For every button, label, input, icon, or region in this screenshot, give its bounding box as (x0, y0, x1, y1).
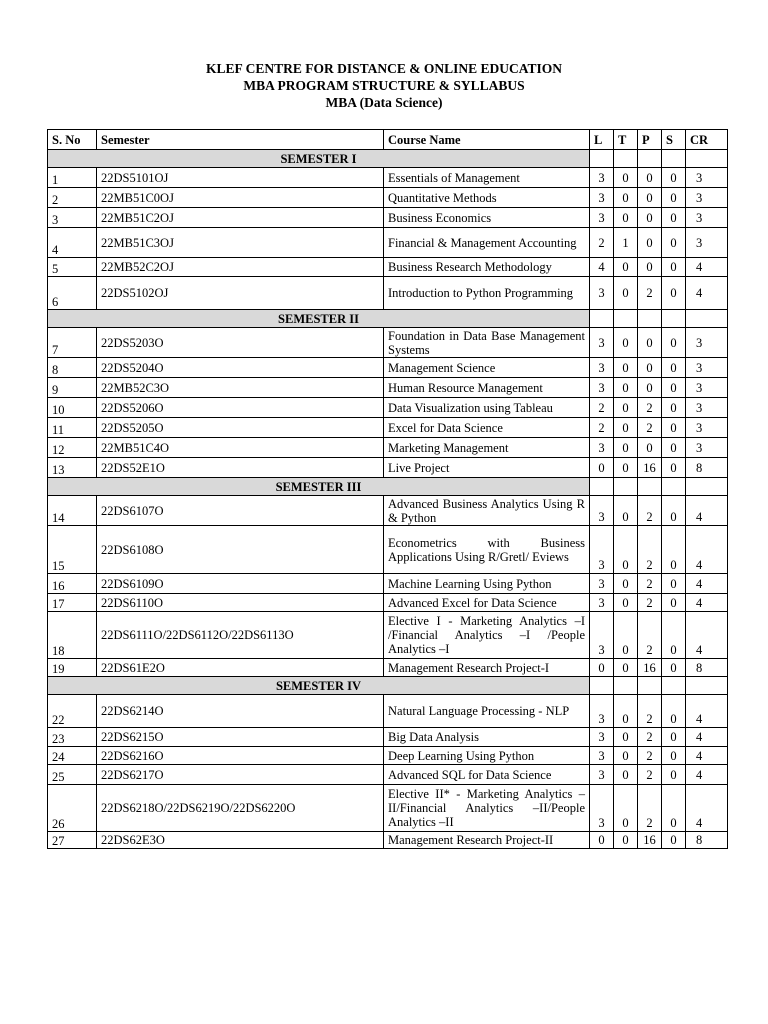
semester-title: SEMESTER II (48, 310, 590, 328)
self-study-hours: 0 (662, 328, 686, 358)
lecture-hours: 3 (590, 188, 614, 208)
self-study-hours: 0 (662, 594, 686, 612)
empty-cell (662, 677, 686, 695)
lecture-hours: 3 (590, 765, 614, 785)
tutorial-hours: 0 (614, 832, 638, 849)
self-study-hours: 0 (662, 496, 686, 526)
course-name: Quantitative Methods (384, 188, 590, 208)
course-name: Management Research Project-II (384, 832, 590, 849)
course-row (48, 728, 728, 747)
practical-hours: 2 (638, 526, 662, 574)
document-header (0, 60, 768, 111)
semester-row (48, 150, 728, 168)
self-study-hours: 0 (662, 188, 686, 208)
empty-cell (590, 150, 614, 168)
credits: 3 (686, 378, 728, 398)
course-code: 22DS6216O (97, 747, 384, 765)
tutorial-hours: 0 (614, 574, 638, 594)
lecture-hours: 3 (590, 438, 614, 458)
self-study-hours: 0 (662, 277, 686, 310)
self-study-hours: 0 (662, 378, 686, 398)
self-study-hours: 0 (662, 695, 686, 728)
course-name: Business Research Methodology (384, 258, 590, 277)
practical-hours: 2 (638, 695, 662, 728)
course-row (48, 188, 728, 208)
practical-hours: 2 (638, 785, 662, 832)
course-code: 22DS52E1O (97, 458, 384, 478)
practical-hours: 0 (638, 168, 662, 188)
course-code: 22MB51C2OJ (97, 208, 384, 228)
self-study-hours: 0 (662, 438, 686, 458)
practical-hours: 0 (638, 188, 662, 208)
empty-cell (638, 150, 662, 168)
credits: 8 (686, 659, 728, 677)
credits: 3 (686, 168, 728, 188)
lecture-hours: 3 (590, 526, 614, 574)
tutorial-hours: 0 (614, 496, 638, 526)
practical-hours: 2 (638, 418, 662, 438)
lecture-hours: 2 (590, 398, 614, 418)
credits: 3 (686, 328, 728, 358)
empty-cell (614, 478, 638, 496)
serial-number: 13 (48, 458, 97, 478)
course-name: Foundation in Data Base Management Systems (384, 328, 590, 358)
lecture-hours: 3 (590, 328, 614, 358)
serial-number: 19 (48, 659, 97, 677)
col-header-semester: Semester (97, 130, 384, 150)
credits: 8 (686, 832, 728, 849)
course-code: 22DS6111O/22DS6112O/22DS6113O (97, 612, 384, 659)
course-code: 22DS5204O (97, 358, 384, 378)
lecture-hours: 2 (590, 418, 614, 438)
course-row (48, 747, 728, 765)
serial-number: 2 (48, 188, 97, 208)
serial-number: 12 (48, 438, 97, 458)
course-row (48, 594, 728, 612)
course-name: Management Science (384, 358, 590, 378)
course-name: Econometrics with Business Applications Using R/Gretl/ Eviews (384, 526, 590, 574)
course-name: Excel for Data Science (384, 418, 590, 438)
course-row (48, 258, 728, 277)
course-code: 22MB52C3O (97, 378, 384, 398)
credits: 3 (686, 188, 728, 208)
practical-hours: 2 (638, 728, 662, 747)
course-row (48, 168, 728, 188)
course-name: Big Data Analysis (384, 728, 590, 747)
practical-hours: 0 (638, 258, 662, 277)
course-code: 22MB51C4O (97, 438, 384, 458)
self-study-hours: 0 (662, 785, 686, 832)
serial-number: 1 (48, 168, 97, 188)
credits: 4 (686, 785, 728, 832)
course-name: Introduction to Python Programming (384, 277, 590, 310)
practical-hours: 0 (638, 228, 662, 258)
serial-number: 3 (48, 208, 97, 228)
course-code: 22DS6215O (97, 728, 384, 747)
course-row (48, 659, 728, 677)
serial-number: 17 (48, 594, 97, 612)
course-code: 22DS5101OJ (97, 168, 384, 188)
course-code: 22DS5203O (97, 328, 384, 358)
col-header-s: S (662, 130, 686, 150)
course-row (48, 832, 728, 849)
lecture-hours: 0 (590, 458, 614, 478)
empty-cell (638, 310, 662, 328)
serial-number: 18 (48, 612, 97, 659)
self-study-hours: 0 (662, 659, 686, 677)
tutorial-hours: 0 (614, 438, 638, 458)
course-name: Marketing Management (384, 438, 590, 458)
credits: 4 (686, 612, 728, 659)
credits: 4 (686, 526, 728, 574)
institution-title: KLEF CENTRE FOR DISTANCE & ONLINE EDUCATION (205, 61, 563, 76)
self-study-hours: 0 (662, 574, 686, 594)
credits: 8 (686, 458, 728, 478)
lecture-hours: 3 (590, 574, 614, 594)
course-name: Human Resource Management (384, 378, 590, 398)
tutorial-hours: 0 (614, 398, 638, 418)
course-row (48, 438, 728, 458)
tutorial-hours: 0 (614, 765, 638, 785)
lecture-hours: 3 (590, 277, 614, 310)
course-row (48, 208, 728, 228)
practical-hours: 0 (638, 208, 662, 228)
serial-number: 26 (48, 785, 97, 832)
tutorial-hours: 0 (614, 594, 638, 612)
course-row (48, 785, 728, 832)
col-header-l: L (590, 130, 614, 150)
course-code: 22DS5102OJ (97, 277, 384, 310)
self-study-hours: 0 (662, 358, 686, 378)
serial-number: 22 (48, 695, 97, 728)
course-code: 22DS6218O/22DS6219O/22DS6220O (97, 785, 384, 832)
serial-number: 6 (48, 277, 97, 310)
course-name: Advanced SQL for Data Science (384, 765, 590, 785)
course-row (48, 458, 728, 478)
tutorial-hours: 0 (614, 695, 638, 728)
semester-row (48, 677, 728, 695)
practical-hours: 2 (638, 398, 662, 418)
course-name: Machine Learning Using Python (384, 574, 590, 594)
practical-hours: 2 (638, 496, 662, 526)
lecture-hours: 2 (590, 228, 614, 258)
serial-number: 8 (48, 358, 97, 378)
col-header-course-name: Course Name (384, 130, 590, 150)
course-name: Live Project (384, 458, 590, 478)
practical-hours: 2 (638, 277, 662, 310)
self-study-hours: 0 (662, 728, 686, 747)
credits: 4 (686, 496, 728, 526)
serial-number: 10 (48, 398, 97, 418)
empty-cell (662, 310, 686, 328)
serial-number: 7 (48, 328, 97, 358)
credits: 4 (686, 258, 728, 277)
credits: 3 (686, 438, 728, 458)
empty-cell (614, 150, 638, 168)
course-row (48, 496, 728, 526)
tutorial-hours: 0 (614, 358, 638, 378)
course-name: Advanced Excel for Data Science (384, 594, 590, 612)
course-name: Natural Language Processing - NLP (384, 695, 590, 728)
course-code: 22DS61E2O (97, 659, 384, 677)
semester-title: SEMESTER IV (48, 677, 590, 695)
tutorial-hours: 0 (614, 378, 638, 398)
course-code: 22DS6214O (97, 695, 384, 728)
course-code: 22DS6109O (97, 574, 384, 594)
lecture-hours: 3 (590, 747, 614, 765)
empty-cell (614, 310, 638, 328)
credits: 4 (686, 747, 728, 765)
course-name: Elective II* - Marketing Analytics –II/Financial Analytics –II/People Analytics –II (384, 785, 590, 832)
practical-hours: 2 (638, 612, 662, 659)
course-name: Business Economics (384, 208, 590, 228)
credits: 4 (686, 765, 728, 785)
self-study-hours: 0 (662, 526, 686, 574)
tutorial-hours: 1 (614, 228, 638, 258)
practical-hours: 2 (638, 574, 662, 594)
serial-number: 5 (48, 258, 97, 277)
lecture-hours: 3 (590, 785, 614, 832)
course-row (48, 574, 728, 594)
credits: 4 (686, 728, 728, 747)
course-code: 22DS6217O (97, 765, 384, 785)
tutorial-hours: 0 (614, 526, 638, 574)
tutorial-hours: 0 (614, 785, 638, 832)
tutorial-hours: 0 (614, 418, 638, 438)
tutorial-hours: 0 (614, 208, 638, 228)
lecture-hours: 4 (590, 258, 614, 277)
col-header-p: P (638, 130, 662, 150)
course-row (48, 418, 728, 438)
practical-hours: 2 (638, 765, 662, 785)
serial-number: 15 (48, 526, 97, 574)
lecture-hours: 3 (590, 358, 614, 378)
semester-title: SEMESTER III (48, 478, 590, 496)
semester-title: SEMESTER I (48, 150, 590, 168)
self-study-hours: 0 (662, 398, 686, 418)
self-study-hours: 0 (662, 765, 686, 785)
course-code: 22MB51C3OJ (97, 228, 384, 258)
self-study-hours: 0 (662, 458, 686, 478)
self-study-hours: 0 (662, 747, 686, 765)
credits: 3 (686, 418, 728, 438)
course-name: Essentials of Management (384, 168, 590, 188)
course-row (48, 612, 728, 659)
course-row (48, 765, 728, 785)
course-name: Data Visualization using Tableau (384, 398, 590, 418)
course-code: 22DS6108O (97, 526, 384, 574)
course-code: 22DS5205O (97, 418, 384, 438)
course-row (48, 378, 728, 398)
practical-hours: 0 (638, 328, 662, 358)
self-study-hours: 0 (662, 612, 686, 659)
course-code: 22MB51C0OJ (97, 188, 384, 208)
credits: 3 (686, 398, 728, 418)
course-row (48, 277, 728, 310)
course-code: 22DS62E3O (97, 832, 384, 849)
lecture-hours: 0 (590, 832, 614, 849)
tutorial-hours: 0 (614, 328, 638, 358)
lecture-hours: 3 (590, 208, 614, 228)
empty-cell (662, 478, 686, 496)
credits: 4 (686, 695, 728, 728)
tutorial-hours: 0 (614, 168, 638, 188)
practical-hours: 2 (638, 747, 662, 765)
tutorial-hours: 0 (614, 659, 638, 677)
tutorial-hours: 0 (614, 728, 638, 747)
course-name: Financial & Management Accounting (384, 228, 590, 258)
lecture-hours: 3 (590, 612, 614, 659)
empty-cell (662, 150, 686, 168)
course-row (48, 228, 728, 258)
serial-number: 23 (48, 728, 97, 747)
course-row (48, 526, 728, 574)
course-name: Advanced Business Analytics Using R & Python (384, 496, 590, 526)
lecture-hours: 3 (590, 594, 614, 612)
col-header-sno: S. No (48, 130, 97, 150)
course-row (48, 328, 728, 358)
serial-number: 27 (48, 832, 97, 849)
lecture-hours: 0 (590, 659, 614, 677)
empty-cell (686, 677, 728, 695)
empty-cell (590, 478, 614, 496)
credits: 4 (686, 277, 728, 310)
lecture-hours: 3 (590, 728, 614, 747)
serial-number: 16 (48, 574, 97, 594)
practical-hours: 16 (638, 832, 662, 849)
lecture-hours: 3 (590, 496, 614, 526)
course-code: 22MB52C2OJ (97, 258, 384, 277)
table-header-row (48, 130, 728, 150)
course-code: 22DS6107O (97, 496, 384, 526)
credits: 3 (686, 358, 728, 378)
col-header-t: T (614, 130, 638, 150)
serial-number: 14 (48, 496, 97, 526)
empty-cell (590, 310, 614, 328)
practical-hours: 16 (638, 458, 662, 478)
lecture-hours: 3 (590, 168, 614, 188)
credits: 3 (686, 208, 728, 228)
course-name: Elective I - Marketing Analytics –I /Financial Analytics –I /People Analytics –I (384, 612, 590, 659)
practical-hours: 2 (638, 594, 662, 612)
empty-cell (686, 310, 728, 328)
serial-number: 9 (48, 378, 97, 398)
course-code: 22DS5206O (97, 398, 384, 418)
practical-hours: 0 (638, 358, 662, 378)
course-row (48, 358, 728, 378)
tutorial-hours: 0 (614, 188, 638, 208)
self-study-hours: 0 (662, 208, 686, 228)
tutorial-hours: 0 (614, 258, 638, 277)
self-study-hours: 0 (662, 168, 686, 188)
tutorial-hours: 0 (614, 612, 638, 659)
practical-hours: 0 (638, 378, 662, 398)
empty-cell (590, 677, 614, 695)
program-title: MBA PROGRAM STRUCTURE & SYLLABUS (243, 78, 525, 93)
serial-number: 24 (48, 747, 97, 765)
serial-number: 11 (48, 418, 97, 438)
semester-row (48, 310, 728, 328)
empty-cell (638, 677, 662, 695)
self-study-hours: 0 (662, 832, 686, 849)
course-row (48, 695, 728, 728)
lecture-hours: 3 (590, 378, 614, 398)
tutorial-hours: 0 (614, 747, 638, 765)
practical-hours: 16 (638, 659, 662, 677)
serial-number: 4 (48, 228, 97, 258)
course-name: Deep Learning Using Python (384, 747, 590, 765)
credits: 4 (686, 594, 728, 612)
empty-cell (638, 478, 662, 496)
empty-cell (686, 150, 728, 168)
tutorial-hours: 0 (614, 458, 638, 478)
empty-cell (686, 478, 728, 496)
tutorial-hours: 0 (614, 277, 638, 310)
practical-hours: 0 (638, 438, 662, 458)
course-name: Management Research Project-I (384, 659, 590, 677)
syllabus-table (47, 129, 728, 849)
course-row (48, 398, 728, 418)
lecture-hours: 3 (590, 695, 614, 728)
course-code: 22DS6110O (97, 594, 384, 612)
self-study-hours: 0 (662, 258, 686, 277)
serial-number: 25 (48, 765, 97, 785)
credits: 4 (686, 574, 728, 594)
col-header-cr: CR (686, 130, 728, 150)
self-study-hours: 0 (662, 228, 686, 258)
semester-row (48, 478, 728, 496)
credits: 3 (686, 228, 728, 258)
syllabus-body (48, 150, 728, 849)
specialization-title: MBA (Data Science) (325, 95, 443, 110)
self-study-hours: 0 (662, 418, 686, 438)
empty-cell (614, 677, 638, 695)
